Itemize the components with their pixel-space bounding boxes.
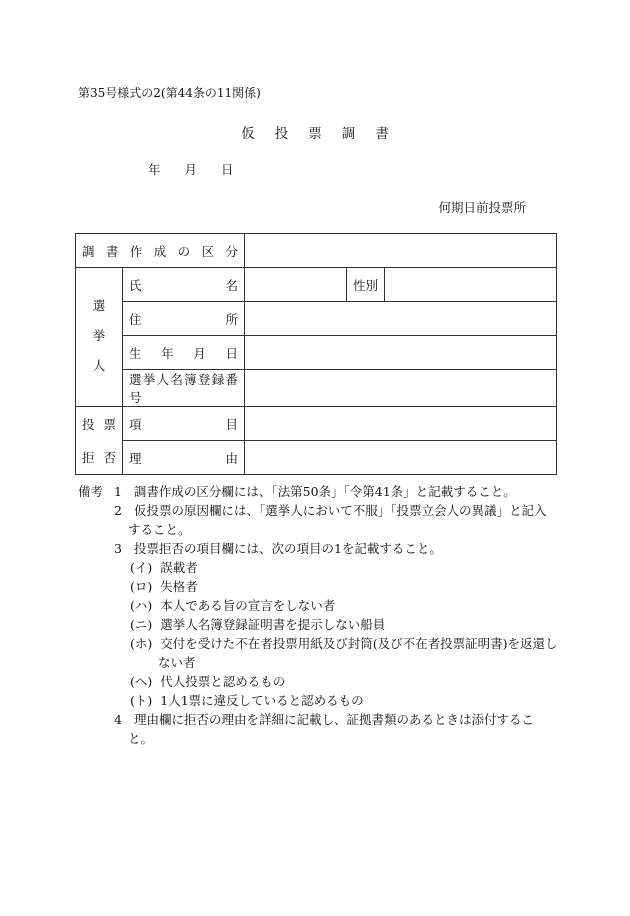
refusal-group-label-top: 投票 <box>76 407 123 441</box>
sub-item-label: (ハ) <box>130 598 153 613</box>
sub-item-text: 本人である旨の宣言をしない者 <box>160 598 336 613</box>
note-number: 1 <box>114 484 122 499</box>
note-item <box>78 501 558 539</box>
note-text: 調書作成の区分欄には、「法第50条」「令第41条」と記載すること。 <box>133 484 516 499</box>
gender-field[interactable] <box>385 268 557 302</box>
note-sub-item <box>78 558 558 577</box>
birthdate-label: 生年月日 <box>123 336 245 370</box>
address-field[interactable] <box>245 302 557 336</box>
category-label: 調書作成の区分 <box>76 234 245 268</box>
sub-item-text: 交付を受けた不在者投票用紙及び封筒(及び不在者投票証明書)を返還しない者 <box>158 636 558 670</box>
table-row <box>76 336 557 370</box>
table-row <box>76 234 557 268</box>
gender-label: 性別 <box>347 268 385 302</box>
note-sub-item <box>78 577 558 596</box>
table-row <box>76 370 557 407</box>
note-sub-item <box>78 615 558 634</box>
note-number: 3 <box>114 541 122 556</box>
note-number: 4 <box>114 712 122 727</box>
register-number-field[interactable] <box>245 370 557 407</box>
form-number: 第35号様式の2(第44条の11関係) <box>78 86 261 100</box>
refusal-reason-field[interactable] <box>245 441 557 475</box>
note-sub-item <box>78 596 558 615</box>
note-sub-item <box>78 691 558 710</box>
table-row <box>76 441 557 475</box>
refusal-group-label-bottom: 拒否 <box>76 441 123 475</box>
table-row <box>76 302 557 336</box>
address-label: 住所 <box>123 302 245 336</box>
sub-item-text: 1人1票に違反していると認めるもの <box>160 693 364 708</box>
sub-item-label: (ホ) <box>130 636 153 651</box>
voter-group-label: 選挙人 <box>76 268 123 407</box>
note-item <box>78 482 558 501</box>
sub-item-label: (ロ) <box>130 579 153 594</box>
document-title: 仮投票調書 <box>241 126 409 142</box>
date-day: 日 <box>221 162 234 177</box>
category-field[interactable] <box>245 234 557 268</box>
note-text: 理由欄に拒否の理由を詳細に記載し、証拠書類のあるときは添付すること。 <box>128 712 534 746</box>
refusal-reason-label: 理由 <box>123 441 245 475</box>
sub-item-text: 選挙人名簿登録証明書を提示しない船員 <box>160 617 386 632</box>
sub-item-text: 失格者 <box>160 579 198 594</box>
notes-label: 備考 <box>78 484 104 499</box>
register-number-label: 選挙人名簿登録番号 <box>123 370 245 407</box>
notes-section <box>78 482 558 748</box>
note-sub-item <box>78 634 558 672</box>
refusal-item-label: 項目 <box>123 407 245 441</box>
note-text: 投票拒否の項目欄には、次の項目の1を記載すること。 <box>133 541 442 556</box>
form-table <box>75 233 557 475</box>
sub-item-label: (ヘ) <box>130 674 153 689</box>
date-year: 年 <box>148 162 161 177</box>
date-line <box>148 160 234 178</box>
note-sub-item <box>78 672 558 691</box>
name-field[interactable] <box>245 268 347 302</box>
note-item <box>78 710 558 748</box>
date-month: 月 <box>184 162 198 177</box>
sub-item-label: (イ) <box>130 560 153 575</box>
refusal-item-field[interactable] <box>245 407 557 441</box>
sub-item-text: 代人投票と認めるもの <box>160 674 286 689</box>
birthdate-field[interactable] <box>245 336 557 370</box>
polling-office: 何期日前投票所 <box>438 200 526 215</box>
note-item <box>78 539 558 558</box>
table-row <box>76 407 557 441</box>
name-label: 氏名 <box>123 268 245 302</box>
sub-item-label: (ト) <box>130 693 153 708</box>
sub-item-text: 誤載者 <box>160 560 198 575</box>
table-row <box>76 268 557 302</box>
sub-item-label: (ニ) <box>130 617 153 632</box>
note-text: 仮投票の原因欄には、「選挙人において不服」「投票立会人の異議」と記入すること。 <box>128 503 547 537</box>
note-number: 2 <box>114 503 122 518</box>
